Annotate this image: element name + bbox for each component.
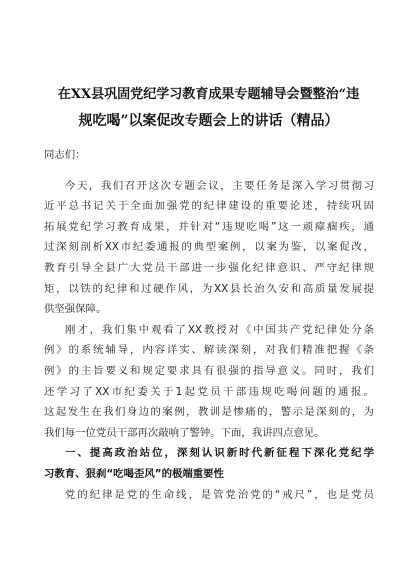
paragraph-3-line-1: 党的纪律是党的生命线，是管党治党的“戒尺”，也是党员 (65, 488, 374, 501)
paragraph-1-line-4: 过深刻剖析XX市纪委通报的典型案例，以案为鉴，以案促改， (44, 241, 374, 254)
paragraph-1-line-5: 教育引导全县广大党员干部进一步强化纪律意识、严守纪律规 (44, 261, 374, 274)
paragraph-1-line-2: 近平总书记关于全面加强党的纪律建设的重要论述，持续巩固 (44, 200, 374, 213)
paragraph-1-line-1: 今天，我们召开这次专题会议，主要任务是深入学习贯彻习 (65, 179, 374, 192)
title-line-2: 规吃喝”以案促改专题会上的讲话（精品） (78, 113, 339, 129)
section-heading-line-2: 习教育、狠刹“吃喝歪风”的极端重要性 (44, 467, 224, 480)
section-heading-line-1: 一、提高政治站位，深刻认识新时代新征程下深化党纪学 (65, 447, 374, 460)
paragraph-2-line-2: 例》的系统辅导，内容详实、解读深刻，对我们精准把握《条 (44, 344, 374, 357)
greeting: 同志们： (44, 149, 86, 161)
paragraph-gap (44, 166, 374, 176)
document-body (44, 145, 374, 505)
paragraph-1-line-7: 供坚强保障。 (44, 303, 107, 316)
paragraph-2-line-5: 这起发生在我们身边的案例，教训是惨痛的，警示是深刻的，为 (44, 406, 374, 419)
paragraph-2-line-1: 刚才，我们集中观看了XX教授对《中国共产党纪律处分条 (65, 323, 374, 336)
paragraph-2-line-3: 例》的主旨要义和规定要求具有很强的指导意义。同时，我们 (44, 364, 374, 377)
paragraph-2-line-6: 我们每一位党员干部再次敲响了警钟。下面，我讲四点意见。 (44, 426, 325, 439)
title-line-1: 在XX县巩固党纪学习教育成果专题辅导会暨整治“违 (57, 87, 360, 102)
paragraph-2-line-4: 还学习了XX市纪委关于1起党员干部违规吃喝问题的通报。 (44, 385, 374, 398)
paragraph-1-line-6: 矩，以铁的纪律和过硬作风，为XX县长治久安和高质量发展提 (44, 282, 374, 295)
document-title (56, 82, 361, 134)
paragraph-1-line-3: 拓展党纪学习教育成果，并针对“违规吃喝”这一顽瘴痼疾，通 (44, 220, 374, 233)
